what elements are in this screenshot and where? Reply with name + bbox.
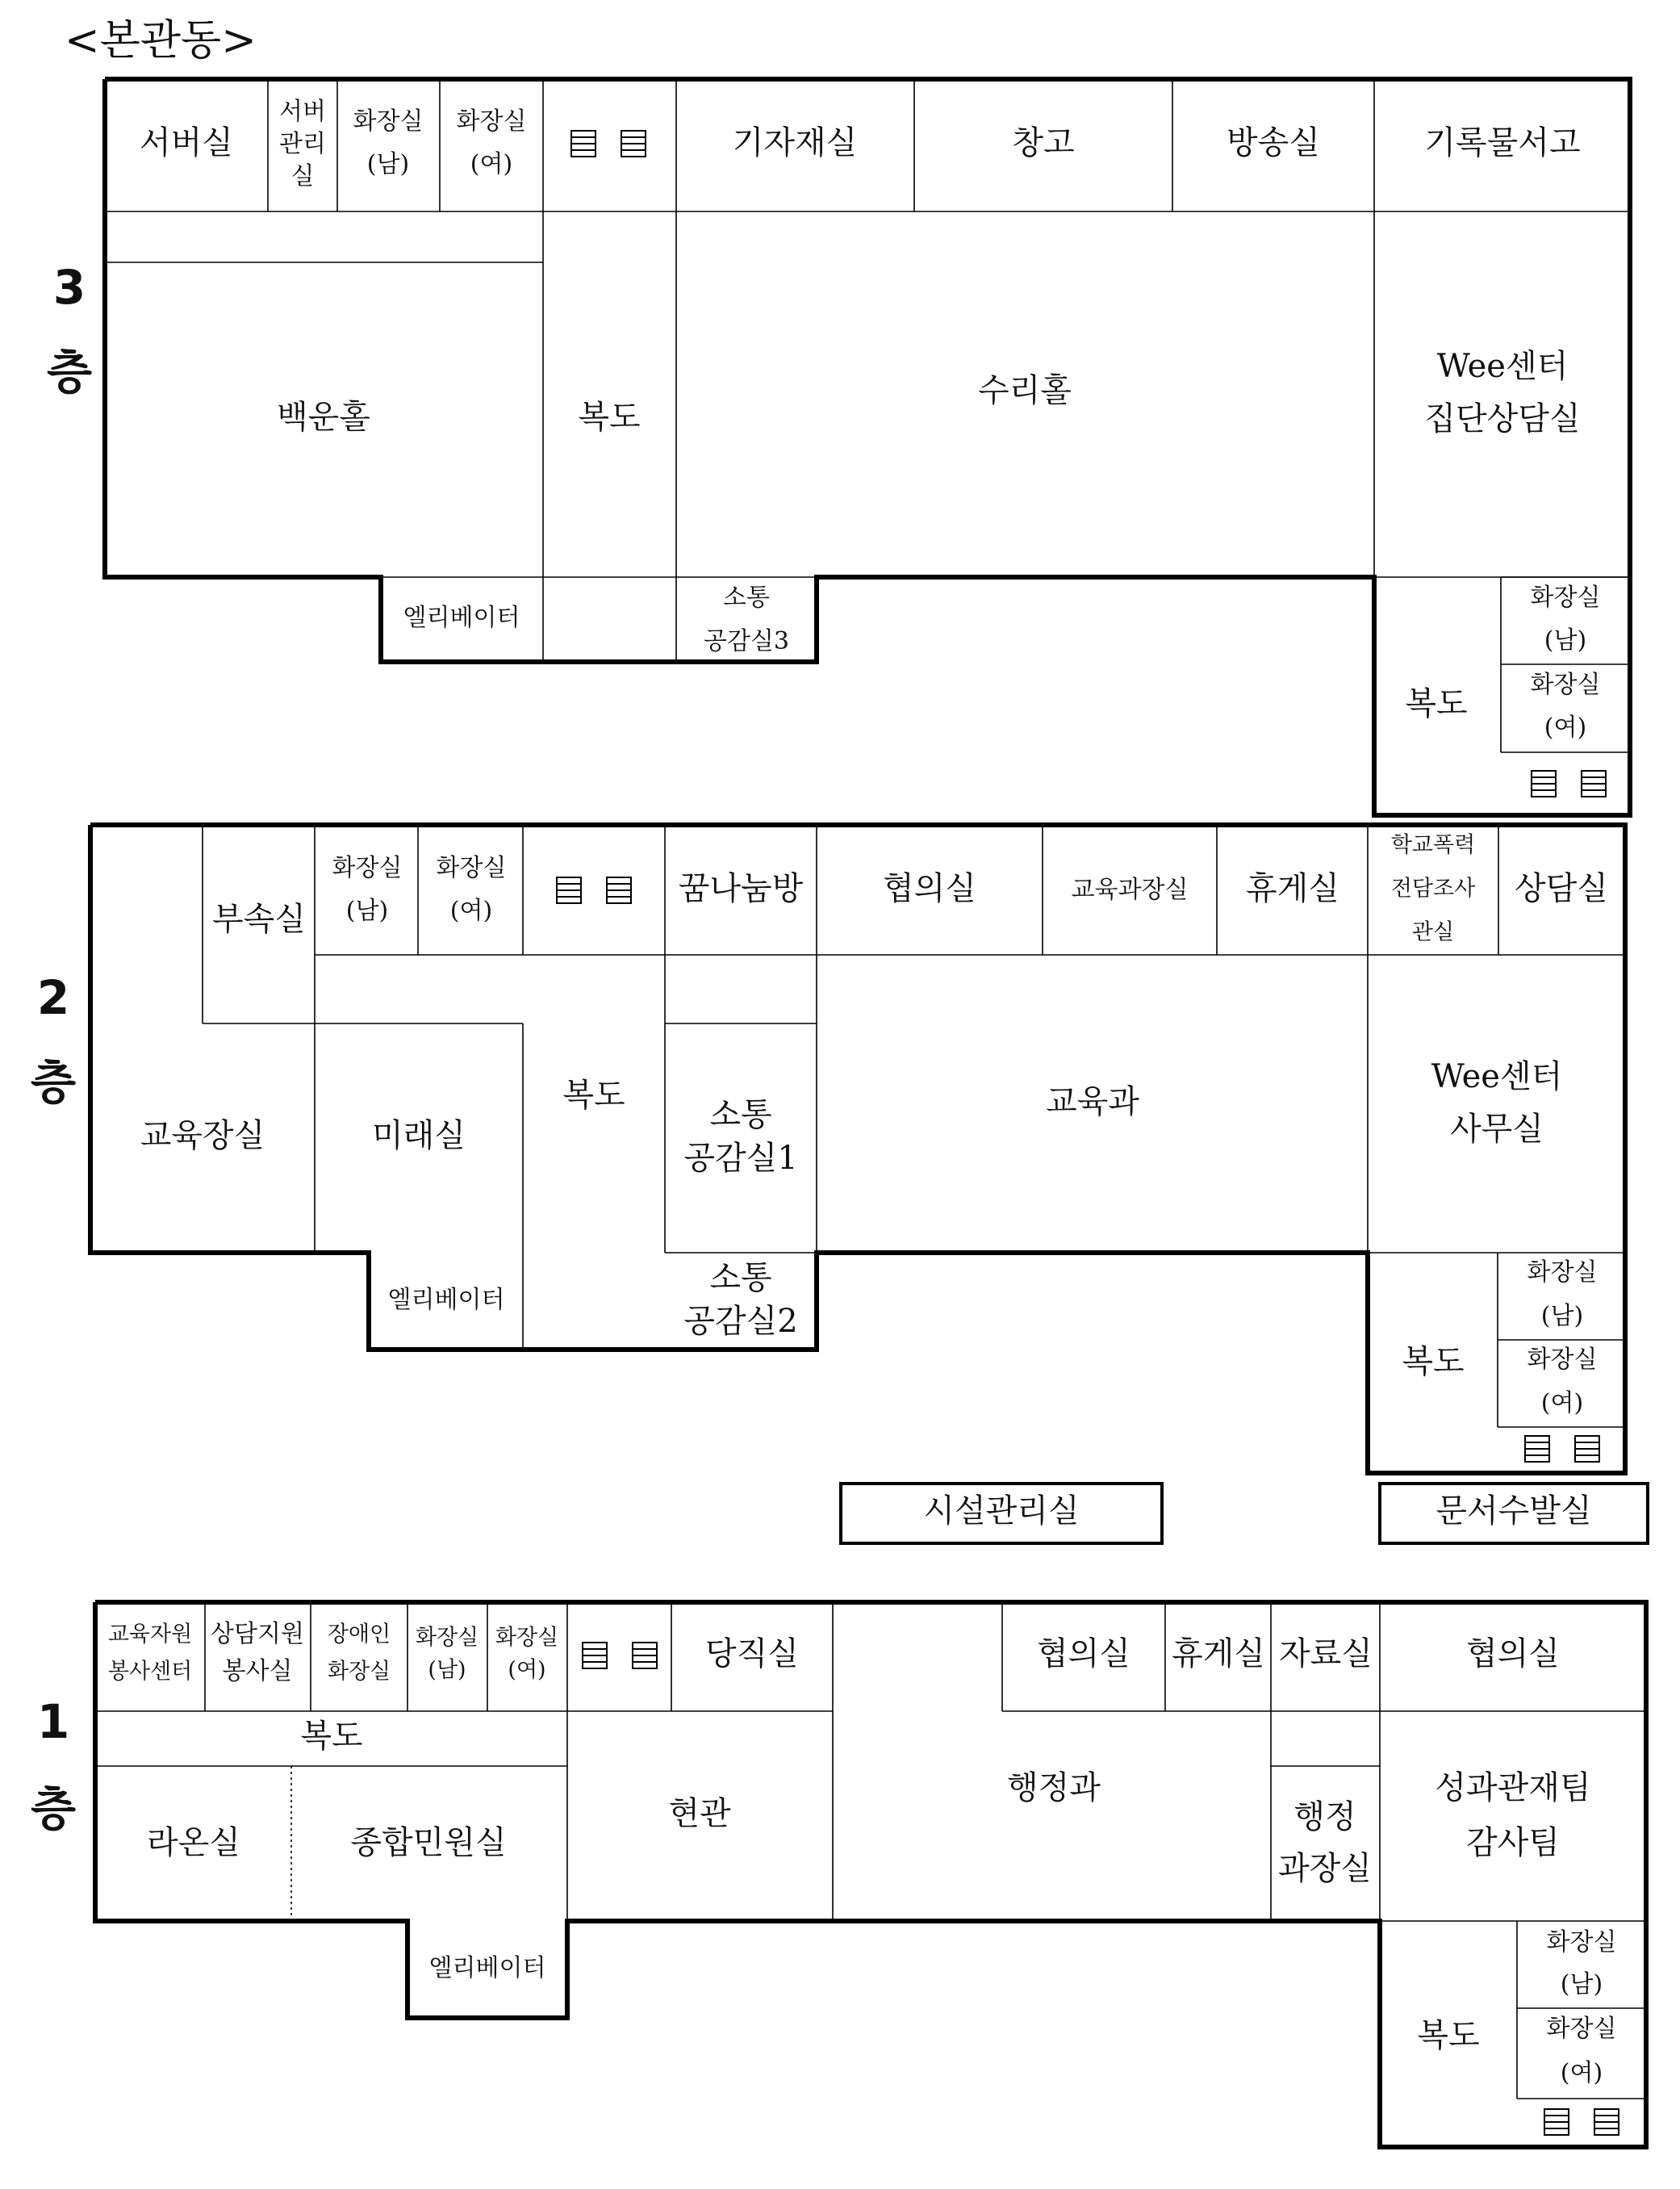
detached-rooms	[841, 1484, 1648, 1543]
room-performance-team	[1435, 1769, 1590, 1861]
room-counsel-support	[211, 1620, 304, 1685]
corridor-1f-north: 복도	[300, 1718, 363, 1755]
svg-text:교육자원: 교육자원	[107, 1622, 193, 1647]
svg-text:집단상담실: 집단상담실	[1424, 400, 1581, 437]
svg-text:사무실: 사무실	[1450, 1111, 1544, 1148]
room-director-2f: 교육과장실	[1071, 876, 1189, 904]
floor-2-outline	[90, 825, 1625, 1473]
corridor-3f-east: 복도	[1405, 685, 1468, 722]
corridor-2f-east: 복도	[1402, 1343, 1465, 1380]
room-lounge-1f: 휴게실	[1172, 1635, 1265, 1672]
svg-text:(남): (남)	[345, 897, 389, 925]
corridor-2f: 복도	[562, 1077, 625, 1114]
room-sotong-3	[704, 584, 789, 655]
svg-text:소통: 소통	[723, 584, 770, 612]
room-future: 미래실	[372, 1117, 466, 1154]
stairs-icon	[1544, 2109, 1619, 2135]
room-admin-dept: 행정과	[1007, 1769, 1101, 1806]
room-volunteer-center	[108, 1622, 192, 1685]
room-wee-office	[1431, 1058, 1562, 1148]
room-wc-men-1f	[416, 1626, 479, 1683]
room-wc-women-2f	[437, 854, 507, 925]
elevator-2f: 엘리베이터	[387, 1286, 505, 1314]
elevator-3f: 엘리베이터	[403, 604, 520, 632]
room-sotong-2	[683, 1259, 797, 1340]
room-server-mgmt	[279, 98, 326, 190]
room-wc-women-1f	[495, 1626, 558, 1683]
svg-text:소통: 소통	[709, 1096, 772, 1133]
room-annex: 부속실	[212, 901, 306, 938]
svg-text:(여): (여)	[508, 1657, 546, 1683]
svg-text:화장실: 화장실	[456, 107, 527, 136]
svg-text:전담조사: 전담조사	[1390, 876, 1476, 902]
room-dream: 꿈나눔방	[678, 870, 804, 907]
room-edu-dept: 교육과	[1046, 1083, 1139, 1120]
svg-text:(남): (남)	[1540, 1302, 1584, 1330]
svg-text:행정: 행정	[1293, 1798, 1356, 1835]
svg-text:화장실: 화장실	[327, 1659, 391, 1685]
svg-text:화장실: 화장실	[332, 854, 403, 882]
room-sotong-1	[683, 1096, 797, 1177]
room-wc-men-east-2f	[1527, 1258, 1598, 1330]
room-press: 기자재실	[732, 124, 858, 161]
room-wc-men-east-3f	[1531, 584, 1601, 655]
room-wc-women-east-1f	[1547, 2015, 1617, 2087]
svg-text:Wee센터: Wee센터	[1431, 1058, 1563, 1095]
floor-3-outline	[105, 79, 1630, 815]
room-raon: 라온실	[147, 1824, 240, 1861]
svg-text:공감실2: 공감실2	[683, 1303, 798, 1340]
room-facility: 시설관리실	[923, 1492, 1080, 1530]
corridor-1f-east: 복도	[1417, 2017, 1480, 2054]
room-counsel: 상담실	[1515, 870, 1608, 907]
room-mailroom: 문서수발실	[1436, 1492, 1592, 1530]
svg-text:화장실: 화장실	[415, 1625, 479, 1651]
svg-text:(여): (여)	[449, 897, 493, 925]
stairs-icon	[583, 1643, 657, 1668]
room-superintendent: 교육장실	[140, 1117, 265, 1154]
room-violence-office	[1391, 833, 1475, 945]
svg-text:성과관재팀: 성과관재팀	[1435, 1769, 1591, 1806]
svg-text:공감실1: 공감실1	[683, 1140, 798, 1177]
corridor-3f: 복도	[578, 399, 641, 436]
floor-1-number: 1	[36, 1694, 70, 1750]
room-meeting-2f: 협의실	[883, 870, 976, 907]
room-entrance: 현관	[668, 1795, 731, 1832]
svg-text:(남): (남)	[366, 150, 410, 178]
room-broadcast: 방송실	[1227, 124, 1320, 161]
room-server: 서버실	[140, 124, 233, 161]
room-lounge-2f: 휴게실	[1246, 870, 1339, 907]
room-meeting-b-1f: 협의실	[1466, 1635, 1560, 1672]
room-wc-women	[457, 107, 527, 178]
svg-text:화장실: 화장실	[1546, 1928, 1617, 1957]
svg-text:소통: 소통	[709, 1259, 772, 1296]
svg-text:공감실3: 공감실3	[703, 627, 790, 655]
svg-text:상담지원: 상담지원	[211, 1620, 304, 1648]
floor-1	[31, 1602, 1646, 2147]
room-storage: 창고	[1012, 124, 1075, 161]
stairs-icon	[1525, 1436, 1599, 1462]
room-wc-men-2f	[332, 854, 403, 925]
stairs-icon	[1532, 771, 1606, 797]
svg-text:감사팀: 감사팀	[1466, 1824, 1560, 1861]
room-wc-women-east-3f	[1531, 671, 1601, 742]
svg-text:(남): (남)	[1560, 1970, 1603, 1999]
svg-text:화장실: 화장실	[1546, 2015, 1617, 2043]
stairs-icon	[557, 877, 631, 903]
stairs-icon	[571, 131, 646, 157]
svg-text:화장실: 화장실	[1527, 1346, 1598, 1374]
room-wc-disabled	[328, 1622, 391, 1685]
room-suri-hall: 수리홀	[978, 372, 1072, 409]
svg-text:과장실: 과장실	[1278, 1850, 1372, 1887]
svg-text:(남): (남)	[1544, 626, 1587, 655]
svg-text:(여): (여)	[1560, 2059, 1603, 2087]
svg-text:화장실: 화장실	[1527, 1258, 1598, 1287]
svg-text:봉사센터: 봉사센터	[107, 1659, 193, 1685]
svg-text:화장실: 화장실	[353, 107, 424, 136]
room-resource: 자료실	[1279, 1635, 1373, 1672]
svg-text:(여): (여)	[470, 150, 513, 178]
room-wee-group	[1424, 348, 1580, 437]
svg-text:봉사실: 봉사실	[222, 1657, 293, 1685]
svg-text:화장실: 화장실	[1530, 671, 1601, 699]
room-wc-men	[353, 107, 424, 178]
svg-text:화장실: 화장실	[436, 854, 507, 882]
room-duty: 당직실	[705, 1635, 799, 1672]
floor-2	[31, 825, 1625, 1473]
svg-text:Wee센터: Wee센터	[1436, 348, 1569, 385]
svg-text:(여): (여)	[1540, 1389, 1584, 1417]
floor-3-number: 3	[52, 260, 86, 316]
floor-3	[47, 79, 1630, 815]
room-wc-women-east-2f	[1527, 1346, 1598, 1417]
room-admin-director	[1278, 1798, 1372, 1887]
floor-2-unit: 층	[30, 1055, 77, 1111]
page-title: <본관동>	[65, 16, 257, 65]
room-archive: 기록물서고	[1424, 124, 1581, 161]
svg-text:(남): (남)	[428, 1657, 466, 1683]
elevator-1f: 엘리베이터	[428, 1954, 546, 1982]
svg-text:(여): (여)	[1544, 714, 1587, 742]
room-wc-men-east-1f	[1547, 1928, 1617, 1999]
svg-text:실: 실	[290, 162, 315, 190]
svg-text:관리: 관리	[279, 130, 326, 158]
room-baekun-hall: 백운홀	[277, 399, 370, 436]
svg-text:서버: 서버	[279, 98, 326, 126]
svg-text:장애인: 장애인	[327, 1622, 391, 1647]
room-meeting-a-1f: 협의실	[1037, 1635, 1130, 1672]
room-civil-service: 종합민원실	[350, 1824, 507, 1861]
floor-2-number: 2	[36, 970, 70, 1026]
floor-3-unit: 층	[46, 345, 93, 400]
svg-text:화장실: 화장실	[495, 1625, 559, 1651]
svg-text:화장실: 화장실	[1530, 584, 1601, 612]
svg-text:학교폭력: 학교폭력	[1390, 832, 1476, 858]
svg-text:관실: 관실	[1411, 919, 1455, 945]
floor-1-unit: 층	[30, 1781, 77, 1837]
